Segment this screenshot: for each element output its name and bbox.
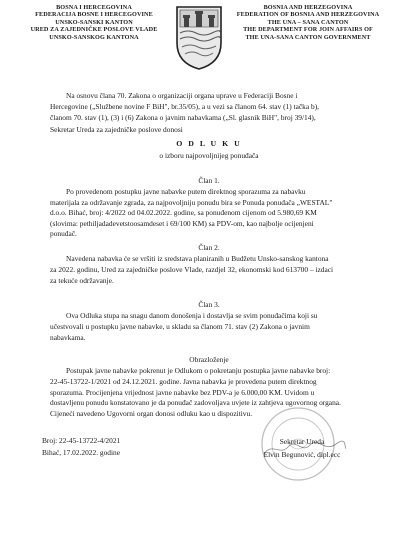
article-1-line: ponuđač. bbox=[50, 229, 77, 239]
article-2-line: za 2022. godinu, Ured za zajedničke poslove Vlade, razdjel 32, ekonomski kod 613700 – izdaci bbox=[50, 264, 334, 274]
article-3-line: učestvovali u postupku javne nabavke, u skladu sa članom 71. stav (2) Zakona o javnim bbox=[50, 321, 310, 331]
header-right-line: BOSNIA AND HERZEGOVINA bbox=[263, 4, 353, 11]
header-right-block bbox=[232, 4, 384, 41]
article-3-line: nabavkama. bbox=[50, 332, 86, 342]
article-1-line: materijala za održavanje zgrada, za najpovoljniju ponudu bira se Ponuda ponuđača „WESTAL" bbox=[50, 197, 333, 207]
preamble-line: Hercegovine („Službene novine F BiH", br.35/05), a u vezi sa članom 64. stav (1) tačka b), bbox=[50, 102, 319, 112]
article-3-heading: Član 3. bbox=[198, 300, 220, 309]
preamble-line: članom 70. stav (1), (3) i (6) Zakona o javnim nabavkama („Sl. glasnik BiH", broj 39/14), bbox=[50, 113, 316, 123]
reasoning-line: sporazuma. Procijenjena vrijednost javne nabavke bez PDV-a je 6.000,00 KM. Uvidom u bbox=[50, 387, 315, 397]
article-3-body bbox=[50, 311, 368, 343]
header-right-line: THE DEPARTMENT FOR JOIN AFFAIRS OF bbox=[243, 26, 373, 34]
preamble-paragraph bbox=[50, 90, 368, 135]
document-number: Broj: 22-45-13722-4/2021 bbox=[42, 436, 121, 445]
header-right-line: THE UNA – SANA CANTON bbox=[267, 18, 349, 26]
reasoning-heading: Obrazloženje bbox=[189, 355, 229, 364]
document-title: O D L U K U bbox=[176, 139, 242, 148]
preamble-line: Sekretar Ureda za zajedničke poslove donosi bbox=[50, 124, 183, 134]
document-place-date: Bihać, 17.02.2022. godine bbox=[42, 448, 121, 457]
reasoning-line: Postupak javne nabavke pokrenut je Odlukom o pokretanju postupka javne nabavke broj: bbox=[66, 366, 331, 375]
reasoning-line: 22-45-13722-1/2021 od 24.12.2021. godine. Javna nabavka je provedena putem direktnog bbox=[50, 376, 317, 386]
signatory-title: Sekretar Ureda bbox=[279, 437, 325, 446]
header-left-line: BOSNA I HERCEGOVINA bbox=[56, 4, 132, 11]
signatory-name: Elvin Begunović, dipl.ecc bbox=[263, 450, 341, 459]
article-2-line: za tekuće održavanje. bbox=[50, 275, 114, 285]
header-left-line: FEDERACIJA BOSNE I HERCEGOVINE bbox=[35, 11, 153, 19]
article-1-line: d.o.o. Bihać, broj: 4/2022 od 04.02.2022. godine, sa ponuđenom cijenom od 5.980,69 KM bbox=[50, 208, 317, 218]
coat-of-arms-crest bbox=[174, 3, 224, 71]
article-2-heading: Član 2. bbox=[198, 243, 220, 252]
document-subtitle: o izboru najpovoljnijeg ponuđača bbox=[159, 151, 259, 160]
reasoning-line: dostavljenu ponudu konstatovano je da ponuđač zadovoljava uvjete iz zahtjeva ugovornog organa. bbox=[50, 398, 341, 408]
article-2-body bbox=[50, 254, 368, 286]
article-2-line: Navedena nabavka će se vršiti iz sredstava planiranih u Budžetu Unsko-sanskog kantona bbox=[66, 254, 329, 263]
article-1-heading: Član 1. bbox=[198, 176, 220, 185]
article-3-line: Ova Odluka stupa na snagu danom donošenja i dostavlja se svim ponuđačima koji su bbox=[66, 311, 318, 320]
reasoning-line: Cijeneći navedeno Ugovorni organ donosi odluku kao u dispozitivu. bbox=[50, 409, 253, 419]
header-left-line: UNSKO-SANSKOG KANTONA bbox=[49, 33, 139, 41]
header-left-block bbox=[18, 4, 170, 41]
header-left-line: UNSKO-SANSKI KANTON bbox=[55, 18, 133, 26]
article-1-body bbox=[50, 187, 368, 240]
header-left-line: URED ZA ZAJEDNIČKE POSLOVE VLADE bbox=[30, 26, 158, 34]
preamble-line: Na osnovu člana 70. Zakona o organizaciji organa uprave u Federaciji Bosne i bbox=[66, 91, 298, 100]
article-1-line: Po provedenom postupku javne nabavke putem direktnog sporazuma za nabavku bbox=[66, 187, 306, 196]
header-right-line: FEDERATION OF BOSNIA AND HERZEGOVINA bbox=[236, 11, 380, 19]
header-right-line: THE UNA-SANA CANTON GOVERNMENT bbox=[245, 33, 371, 41]
article-1-line: (slovima: pethiljadadevetstoosamdeset i 69/100 KM) sa PDV-om, kao najbolje ocijenjeni bbox=[50, 218, 314, 228]
